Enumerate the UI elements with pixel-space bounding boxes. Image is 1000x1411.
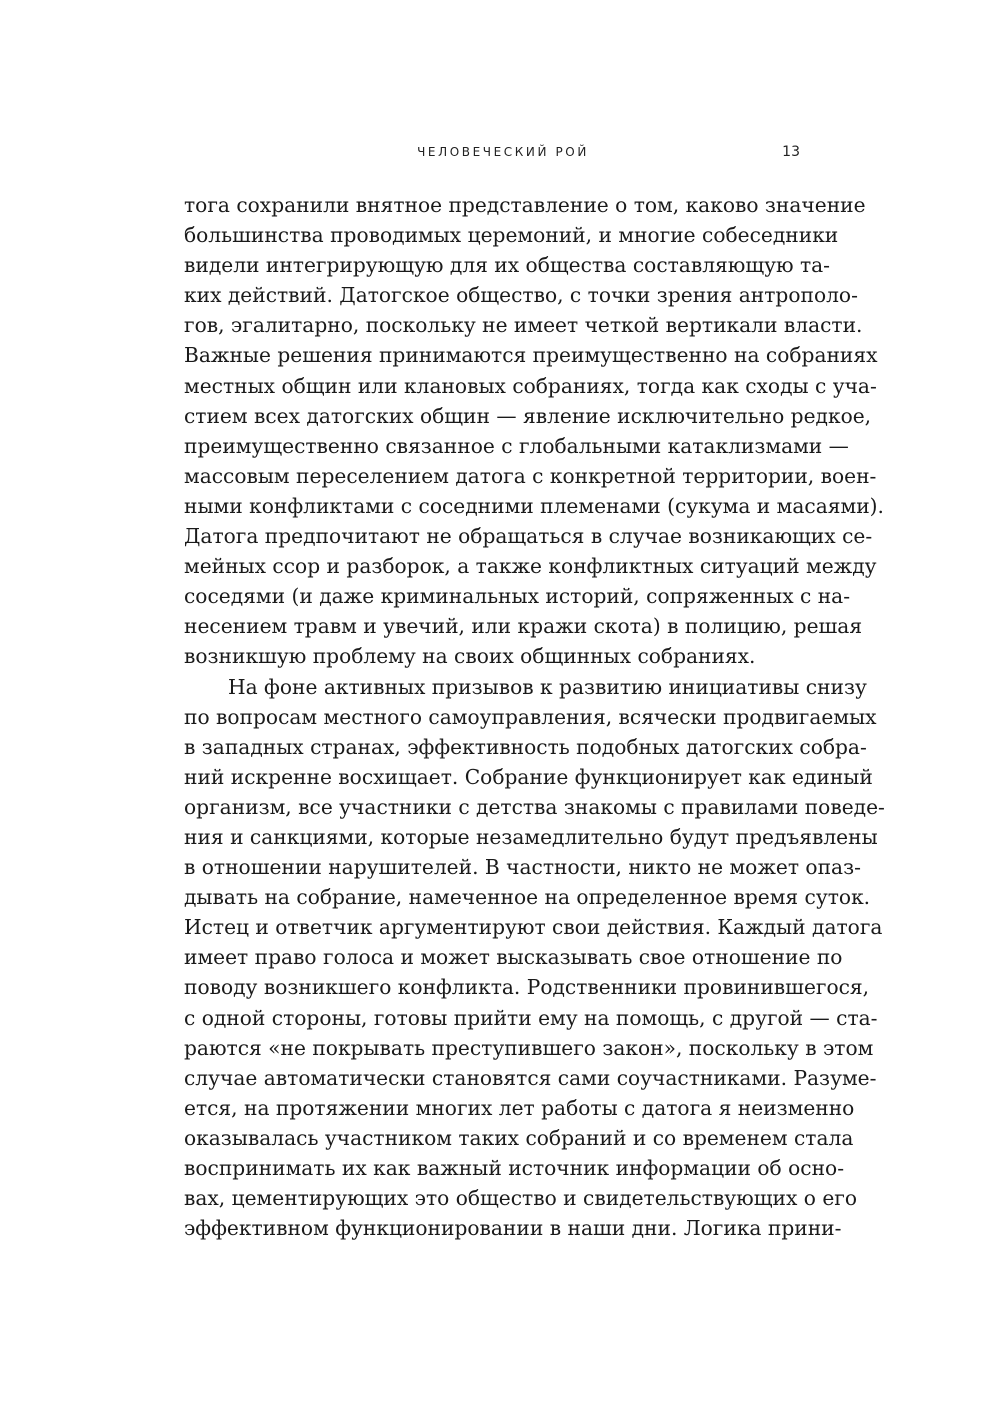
text-line: ких действий. Датогское общество, с точки зрения антрополо-	[184, 283, 858, 308]
running-header	[184, 145, 800, 165]
text-line: раются «не покрывать преступившего закон», поскольку в этом	[184, 1035, 874, 1060]
text-line: возникшую проблему на своих общинных собраниях.	[184, 644, 756, 669]
text-line: тога сохранили внятное представление о том, каково значение	[184, 193, 866, 217]
text-line: в западных странах, эффективность подобных датогских собра-	[184, 734, 867, 759]
text-line: гов, эгалитарно, поскольку не имеет четкой вертикали власти.	[184, 313, 863, 338]
text-line: соседями (и даже криминальных историй, сопряженных с на-	[184, 584, 851, 609]
text-line: мейных ссор и разборок, а также конфликтных ситуаций между	[184, 554, 877, 579]
text-line: преимущественно связанное с глобальными катаклизмами —	[184, 433, 849, 458]
text-line: дывать на собрание, намеченное на определенное время суток.	[184, 885, 871, 910]
text-line: большинства проводимых церемоний, и многие собеседники	[184, 223, 839, 248]
text-line: эффективном функционировании в наши дни. Логика прини-	[184, 1216, 842, 1241]
text-line: видели интегрирующую для их общества составляющую та-	[184, 253, 830, 278]
page-number: 13	[782, 144, 800, 160]
text-line: несением травм и увечий, или кражи скота) в полицию, решая	[184, 614, 863, 639]
text-line: Важные решения принимаются преимущественно на собраниях	[184, 343, 878, 368]
text-line: На фоне активных призывов к развитию инициативы снизу	[228, 674, 867, 699]
text-line: стием всех датогских общин — явление исключительно редкое,	[184, 403, 872, 428]
text-line: воспринимать их как важный источник информации об осно-	[184, 1156, 845, 1180]
text-line: местных общин или клановых собраниях, тогда как сходы с уча-	[184, 373, 877, 398]
text-line: с одной стороны, готовы прийти ему на помощь, с другой — ста-	[184, 1005, 878, 1030]
text-line: случае автоматически становятся сами соучастниками. Разуме-	[184, 1065, 877, 1090]
text-line: имеет право голоса и может высказывать свое отношение по	[184, 945, 843, 970]
text-line: организм, все участники с детства знакомы с правилами поведе-	[184, 794, 885, 819]
text-line: ными конфликтами с соседними племенами (сукума и масаями).	[184, 493, 884, 518]
text-line: ется, на протяжении многих лет работы с датога я неизменно	[184, 1095, 855, 1120]
text-line: в отношении нарушителей. В частности, никто не может опаз-	[184, 855, 861, 880]
paragraph-2	[184, 672, 885, 1244]
text-line: Истец и ответчик аргументируют свои действия. Каждый датога	[184, 915, 883, 940]
text-line: вах, цементирующих это общество и свидетельствующих о его	[184, 1186, 858, 1211]
text-line: ния и санкциями, которые незамедлительно будут предъявлены	[184, 824, 878, 849]
text-line: ний искренне восхищает. Собрание функционирует как единый	[184, 764, 873, 789]
text-line: массовым переселением датога с конкретной территории, воен-	[184, 463, 877, 488]
body-text	[184, 190, 885, 1243]
text-line: поводу возникшего конфликта. Родственники провинившегося,	[184, 975, 870, 1000]
text-line: Датога предпочитают не обращаться в случае возникающих се-	[184, 524, 873, 549]
paragraph-1	[184, 190, 884, 672]
text-line: оказывалась участником таких собраний и со временем стала	[184, 1125, 854, 1150]
running-title: ЧЕЛОВЕЧЕСКИЙ РОЙ	[417, 145, 589, 159]
text-line: по вопросам местного самоуправления, всячески продвигаемых	[184, 704, 877, 729]
